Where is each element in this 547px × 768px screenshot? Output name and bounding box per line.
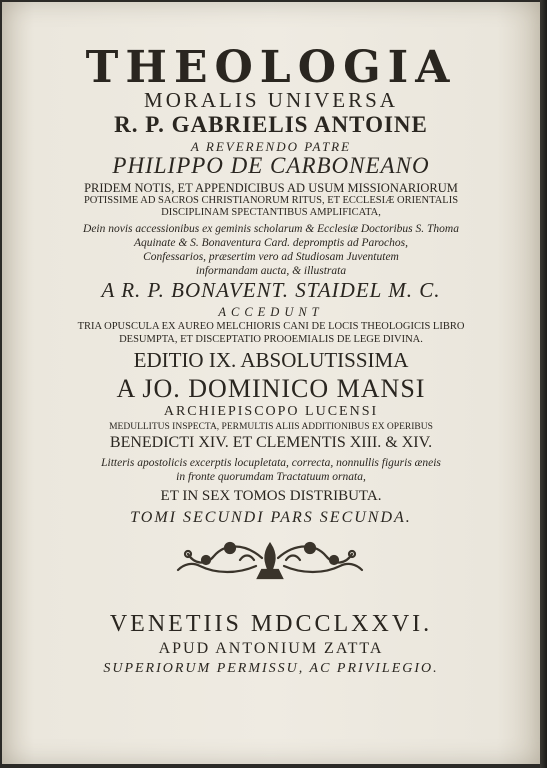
description-line: Aquinate & S. Bonaventura Card. depromptis ad Parochos, — [133, 237, 409, 249]
author-line: R. P. GABRIELIS ANTOINE — [114, 112, 428, 137]
archbishop-line: ARCHIEPISCOPO LUCENSI — [163, 404, 379, 419]
book-title: THEOLOGIA — [85, 42, 457, 93]
litteris-line: in fronte quorumdam Tractatuum ornata, — [176, 471, 366, 483]
opuscula-line: DESUMPTA, ET DISCEPTATIO PROOEMIALIS DE LEGE DIVINA. — [119, 334, 423, 345]
place-date-line: VENETIIS MDCCLXXVI. — [109, 611, 433, 637]
accedunt-line: ACCEDUNT — [218, 305, 324, 319]
popes-line: BENEDICTI XIV. ET CLEMENTIS XIII. & XIV. — [109, 434, 433, 451]
editor-name: PHILIPPO DE CARBONEANO — [112, 153, 430, 178]
edition-line: EDITIO IX. ABSOLUTISSIMA — [133, 348, 409, 372]
privilege-line: SUPERIORUM PERMISSU, AC PRIVILEGIO. — [103, 661, 439, 676]
title-page — [2, 2, 540, 764]
description-line: PRIDEM NOTIS, ET APPENDICIBUS AD USUM MISSIONARIORUM — [84, 181, 458, 195]
printer-line: APUD ANTONIUM ZATTA — [158, 640, 384, 657]
floral-vase-ornament-icon — [170, 534, 374, 582]
distribution-line: ET IN SEX TOMOS DISTRIBUTA. — [160, 488, 382, 504]
book-subtitle: MORALIS UNIVERSA — [144, 88, 398, 112]
description-line: Dein novis accessionibus ex geminis scholarum & Ecclesiæ Doctoribus S. Thoma — [83, 223, 459, 235]
reverend-line: A REVERENDO PATRE — [190, 139, 352, 154]
description-line: Confessarios, præsertim vero ad Studiosam Juventutem — [143, 251, 399, 263]
book-edge — [540, 0, 547, 768]
mansi-line: A JO. DOMINICO MANSI — [116, 374, 426, 403]
opuscula-line: TRIA OPUSCULA EX AUREO MELCHIORIS CANI DE LOCIS THEOLOGICIS LIBRO — [77, 321, 465, 332]
second-editor: A R. P. BONAVENT. STAIDEL M. C. — [101, 278, 441, 302]
medullitus-line: MEDULLITUS INSPECTA, PERMULTIS ALIIS ADDITIONIBUS EX OPERIBUS — [109, 422, 433, 432]
litteris-line: Litteris apostolicis excerptis locupletata, correcta, nonnullis figuris æneis — [101, 457, 441, 469]
description-line: informandam aucta, & illustrata — [195, 265, 347, 277]
description-line: DISCIPLINAM SPECTANTIBUS AMPLIFICATA, — [161, 207, 381, 218]
description-line: POTISSIME AD SACROS CHRISTIANORUM RITUS, ET ECCLESIÆ ORIENTALIS — [83, 195, 459, 206]
volume-line: TOMI SECUNDI PARS SECUNDA. — [130, 509, 412, 526]
